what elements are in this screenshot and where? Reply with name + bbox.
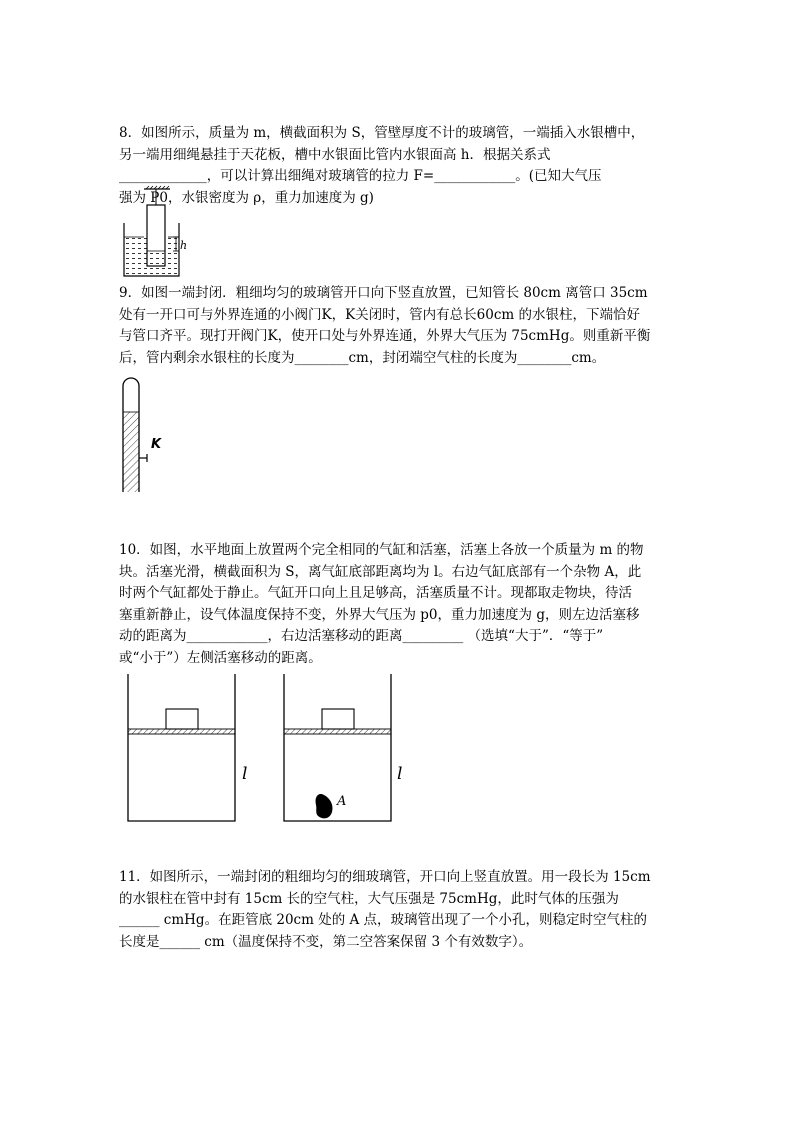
question-11-line-4: 长度是______ cm（温度保持不变，第二空答案保留 3 个有效数字）。 [119,933,533,950]
question-9-line-4: 后，管内剩余水银柱的长度为________cm，封闭端空气柱的长度为________cm。 [119,349,606,366]
question-11 [119,867,679,953]
question-11-line-3: ______ cmHg。在距管底 20cm 处的 A 点，玻璃管出现了一个小孔，则稳定时空气柱的 [119,912,648,928]
figure-8-label-h: h [180,239,188,252]
question-8 [119,123,679,209]
question-8-line-1: 8．如图所示，质量为 m，横截面积为 S，管壁厚度不计的玻璃管，一端插入水银槽中， [119,125,645,141]
question-11-line-2: 的水银柱在管中封有 15cm 长的空气柱，大气压强是 75cmHg，此时气体的压强为 [119,890,619,907]
question-9 [119,283,679,369]
question-10-line-1: 10．如图，水平地面上放置两个完全相同的气缸和活塞，活塞上各放一个质量为 m 的物 [119,542,644,558]
question-11-line-1: 11．如图所示，一端封闭的粗细均匀的细玻璃管，开口向上竖直放置。用一段长为 15cm [119,869,651,885]
figure-10-label-l-right: l [397,764,403,784]
question-8-line-4: 强为 P0，水银密度为 ρ，重力加速度为 g) [119,189,374,206]
question-10-line-2: 块。活塞光滑，横截面积为 S，离气缸底部距离均为 l。右边气缸底部有一个杂物 A，此 [119,563,642,580]
question-10-line-6: 或“小于”）左侧活塞移动的距离。 [119,649,322,666]
figure-10-label-l-left: l [242,764,248,784]
question-8-line-2: 另一端用细绳悬挂于天花板，槽中水银面比管内水银面高 h．根据关系式 [119,146,551,163]
question-10-line-5: 动的距离为____________，右边活塞移动的距离_________ （选填“大于”．“等于” [119,628,604,644]
figure-9-glass-tube [118,374,178,496]
question-10-line-3: 时两个气缸都处于静止。气缸开口向上且足够高，活塞质量不计。现都取走物块，待活 [119,585,632,601]
figure-10-label-a: A [337,794,347,809]
question-9-line-3: 与管口齐平。现打开阀门K，使开口处与外界连通，外界大气压为 75cmHg。则重新平衡 [119,328,651,344]
question-10-line-4: 塞重新静止，设气体温度保持不变，外界大气压为 p0，重力加速度为 g，则左边活塞移 [119,606,640,623]
figure-9-label-k: K [151,437,162,452]
question-8-line-3: _____________，可以计算出细绳对玻璃管的拉力 F=____________。(已知大气压 [119,168,602,184]
left-cylinder [128,674,235,821]
question-9-line-2: 处有一开口可与外界连通的小阀门K，K关闭时，管内有总长60cm 的水银柱，下端恰好 [119,306,641,323]
figure-8-mercury-trough [120,186,195,278]
question-9-line-1: 9．如图一端封闭．粗细均匀的玻璃管开口向下竖直放置，已知管长 80cm 离管口 35cm [119,285,648,301]
question-10 [119,540,679,669]
figure-10-two-cylinders [120,672,420,827]
